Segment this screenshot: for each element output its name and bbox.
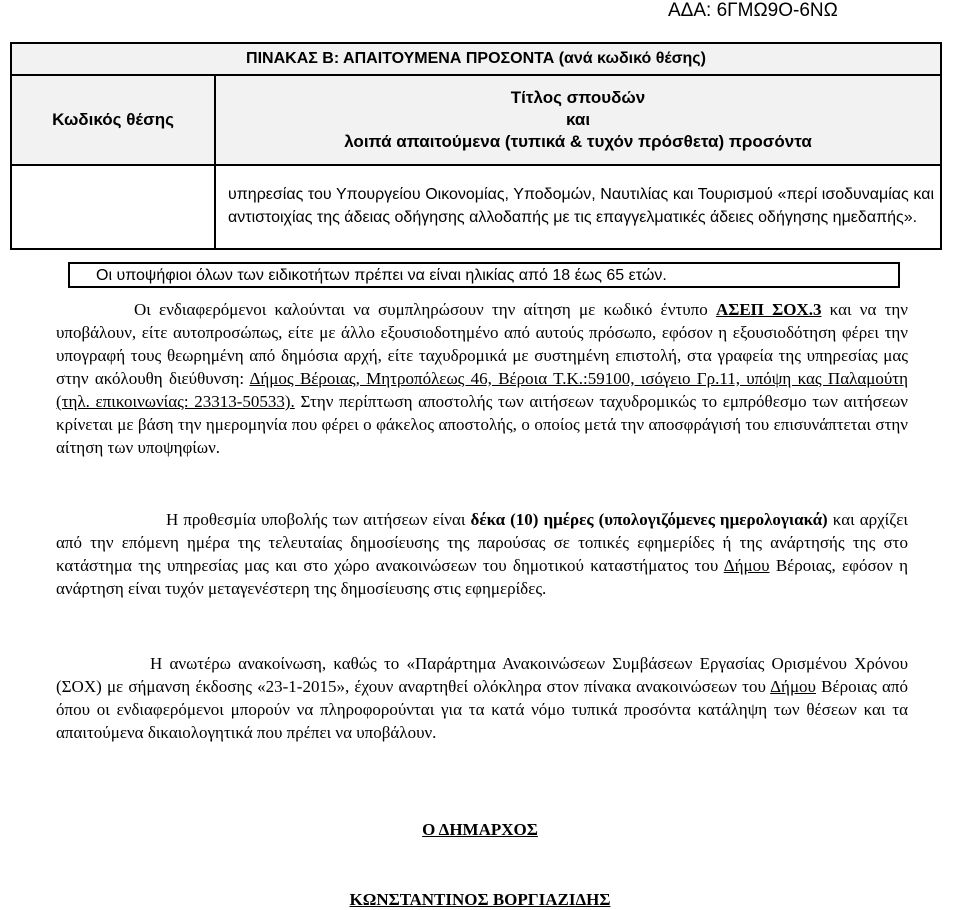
column-header-code: Κωδικός θέσης <box>11 75 215 165</box>
column-header-title-line2: και <box>565 110 591 129</box>
application-lead: Οι ενδιαφερόμενοι καλούνται να συμπληρώσουν την αίτηση με κωδικό έντυπο <box>134 300 716 319</box>
age-requirement-note: Οι υποψήφιοι όλων των ειδικοτήτων πρέπει να είναι ηλικίας από 18 έως 65 ετών. <box>68 262 900 288</box>
announcement-tail: Βέροιας από όπου οι ενδιαφερόμενοι μπορούν να πληροφορούνται για τα κατά νόμο τυπικά προσόντα κατάληψη των θέσεων και τα απαιτούμενα δικαιολογητικά που πρέπει να υποβάλουν. <box>56 677 908 742</box>
ada-code: ΑΔΑ: 6ΓΜΩ9Ο-6ΝΩ <box>668 0 838 21</box>
table-cell-qualifications: υπηρεσίας του Υπουργείου Οικονομίας, Υποδομών, Ναυτιλίας και Τουρισμού «περί ισοδυναμίας και αντιστοιχίας της άδειας οδήγησης αλλοδαπής με τις επαγγελματικές άδειες οδήγησης ημεδαπής». <box>215 165 941 249</box>
announcement-paragraph <box>56 652 908 744</box>
office-address: Δήμος Βέροιας, Μητροπόλεως 46, Βέροια Τ.Κ.:59100, ισόγειο Γρ.11, υπόψη κας Παλαμούτη (τηλ. επικοινωνίας: 23313-50533). <box>56 369 908 411</box>
municipality-link: Δήμου <box>723 556 770 575</box>
deadline-paragraph <box>56 508 908 600</box>
signatory-role: Ο ΔΗΜΑΡΧΟΣ <box>422 820 538 839</box>
table-cell-empty <box>11 165 215 249</box>
table-title: ΠΙΝΑΚΑΣ Β: ΑΠΑΙΤΟΥΜΕΝΑ ΠΡΟΣΟΝΤΑ (ανά κωδικό θέσης) <box>11 43 941 75</box>
announcement-lead: Η ανωτέρω ανακοίνωση, καθώς το «Παράρτημα Ανακοινώσεων Συμβάσεων Εργασίας Ορισμένου Χρόνου (ΣΟΧ) με σήμανση έκδοσης «23-1-2015», έχουν αναρτηθεί ολόκληρα στον πίνακα ανακοινώσεων του <box>56 654 908 696</box>
application-paragraph <box>56 298 908 459</box>
column-header-title-line1: Τίτλος σπουδών <box>510 88 646 107</box>
municipality-link-2: Δήμου <box>770 677 816 696</box>
application-tail: Στην περίπτωση αποστολής των αιτήσεων ταχυδρομικώς το εμπρόθεσμο των αιτήσεων κρίνεται με βάση την ημερομηνία που φέρει ο φάκελος αποστολής, ο οποίος μετά την αποσφράγισή του επισυνάπτεται στην αίτηση των υποψηφίων. <box>56 392 908 457</box>
form-code: ΑΣΕΠ ΣΟΧ.3 <box>715 300 822 319</box>
requirements-table <box>10 42 942 250</box>
application-middle: και να την υποβάλουν, είτε αυτοπροσώπως, είτε με άλλο εξουσιοδοτημένο από αυτούς πρόσωπο, εφόσον η εξουσιοδότηση φέρει την υπογραφή τους θεωρημένη από δημόσια αρχή, είτε ταχυδρομικά με συστημένη επιστολή, στα γραφεία της υπηρεσίας μας στην ακόλουθη διεύθυνση: <box>56 300 908 388</box>
deadline-lead: Η προθεσμία υποβολής των αιτήσεων είναι <box>166 510 471 529</box>
deadline-tail2: Βέροιας, εφόσον η ανάρτηση είναι τυχόν μεταγενέστερη της δημοσίευσης στις εφημερίδες. <box>56 556 908 598</box>
column-header-title-line3: λοιπά απαιτούμενα (τυπικά & τυχόν πρόσθετα) προσόντα <box>344 132 812 151</box>
signatory-name: ΚΩΝΣΤΑΝΤΙΝΟΣ ΒΟΡΓΙΑΖΙΔΗΣ <box>349 890 611 909</box>
deadline-tail: και αρχίζει από την επόμενη ημέρα της τελευταίας δημοσίευσης της παρούσας σε τοπικές εφημερίδες ή της ανάρτησής της στο κατάστημα της υπηρεσίας μας και στο χώρο ανακοινώσεων του δημοτικού καταστήματος του <box>56 510 908 575</box>
column-header-title <box>215 75 941 165</box>
deadline-period: δέκα (10) ημέρες (υπολογιζόμενες ημερολογιακά) <box>470 510 828 529</box>
